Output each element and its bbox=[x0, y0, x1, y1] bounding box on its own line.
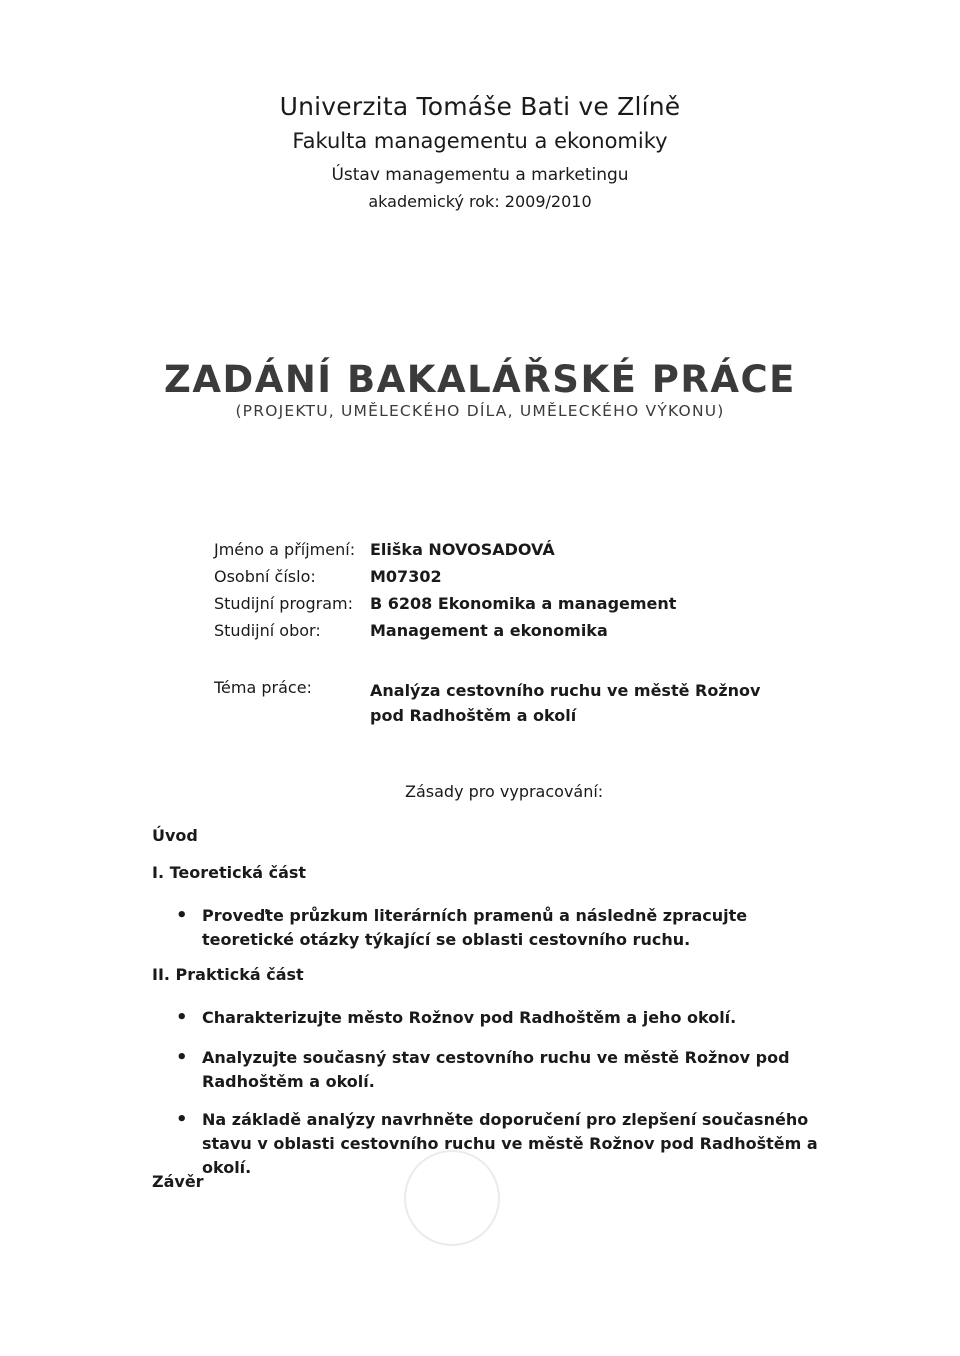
university-name: Univerzita Tomáše Bati ve Zlíně bbox=[279, 92, 681, 121]
program-value: B 6208 Ekonomika a management bbox=[370, 594, 677, 613]
document-title: ZADÁNÍ BAKALÁŘSKÉ PRÁCE bbox=[164, 358, 796, 401]
list-item: • Na základě analýzy navrhněte doporučení pro zlepšení současného stavu v oblasti cestovního ruchu ve městě Rožnov pod Radhoštěm a okolí. bbox=[202, 1108, 822, 1180]
institute-name: Ústav managementu a marketingu bbox=[331, 165, 629, 185]
section-theory: I. Teoretická část bbox=[152, 863, 307, 882]
list-item: • Analyzujte současný stav cestovního ruchu ve městě Rožnov pod Radhoštěm a okolí. bbox=[202, 1046, 822, 1094]
section-practice: II. Praktická část bbox=[152, 965, 304, 984]
topic-label: Téma práce: bbox=[214, 678, 312, 697]
section-introduction: Úvod bbox=[152, 826, 198, 845]
section-conclusion: Závěr bbox=[152, 1172, 204, 1191]
name-value: Eliška NOVOSADOVÁ bbox=[370, 540, 555, 559]
program-label: Studijní program: bbox=[214, 594, 353, 613]
field-of-study-label: Studijní obor: bbox=[214, 621, 321, 640]
list-item: • Charakterizujte město Rožnov pod Radhoštěm a jeho okolí. bbox=[202, 1006, 822, 1030]
guidelines-heading: Zásady pro vypracování: bbox=[405, 782, 604, 801]
name-label: Jméno a příjmení: bbox=[214, 540, 356, 559]
faculty-name: Fakulta managementu a ekonomiky bbox=[292, 129, 668, 153]
id-label: Osobní číslo: bbox=[214, 567, 316, 586]
list-item: • Proveďte průzkum literárních pramenů a následně zpracujte teoretické otázky týkající se oblasti cestovního ruchu. bbox=[202, 904, 822, 952]
academic-year: akademický rok: 2009/2010 bbox=[368, 192, 592, 211]
field-of-study-value: Management a ekonomika bbox=[370, 621, 608, 640]
id-value: M07302 bbox=[370, 567, 442, 586]
document-subtitle: (PROJEKTU, UMĚLECKÉHO DÍLA, UMĚLECKÉHO VÝKONU) bbox=[235, 402, 725, 420]
topic-value: Analýza cestovního ruchu ve městě Rožnov pod Radhoštěm a okolí bbox=[370, 681, 761, 725]
